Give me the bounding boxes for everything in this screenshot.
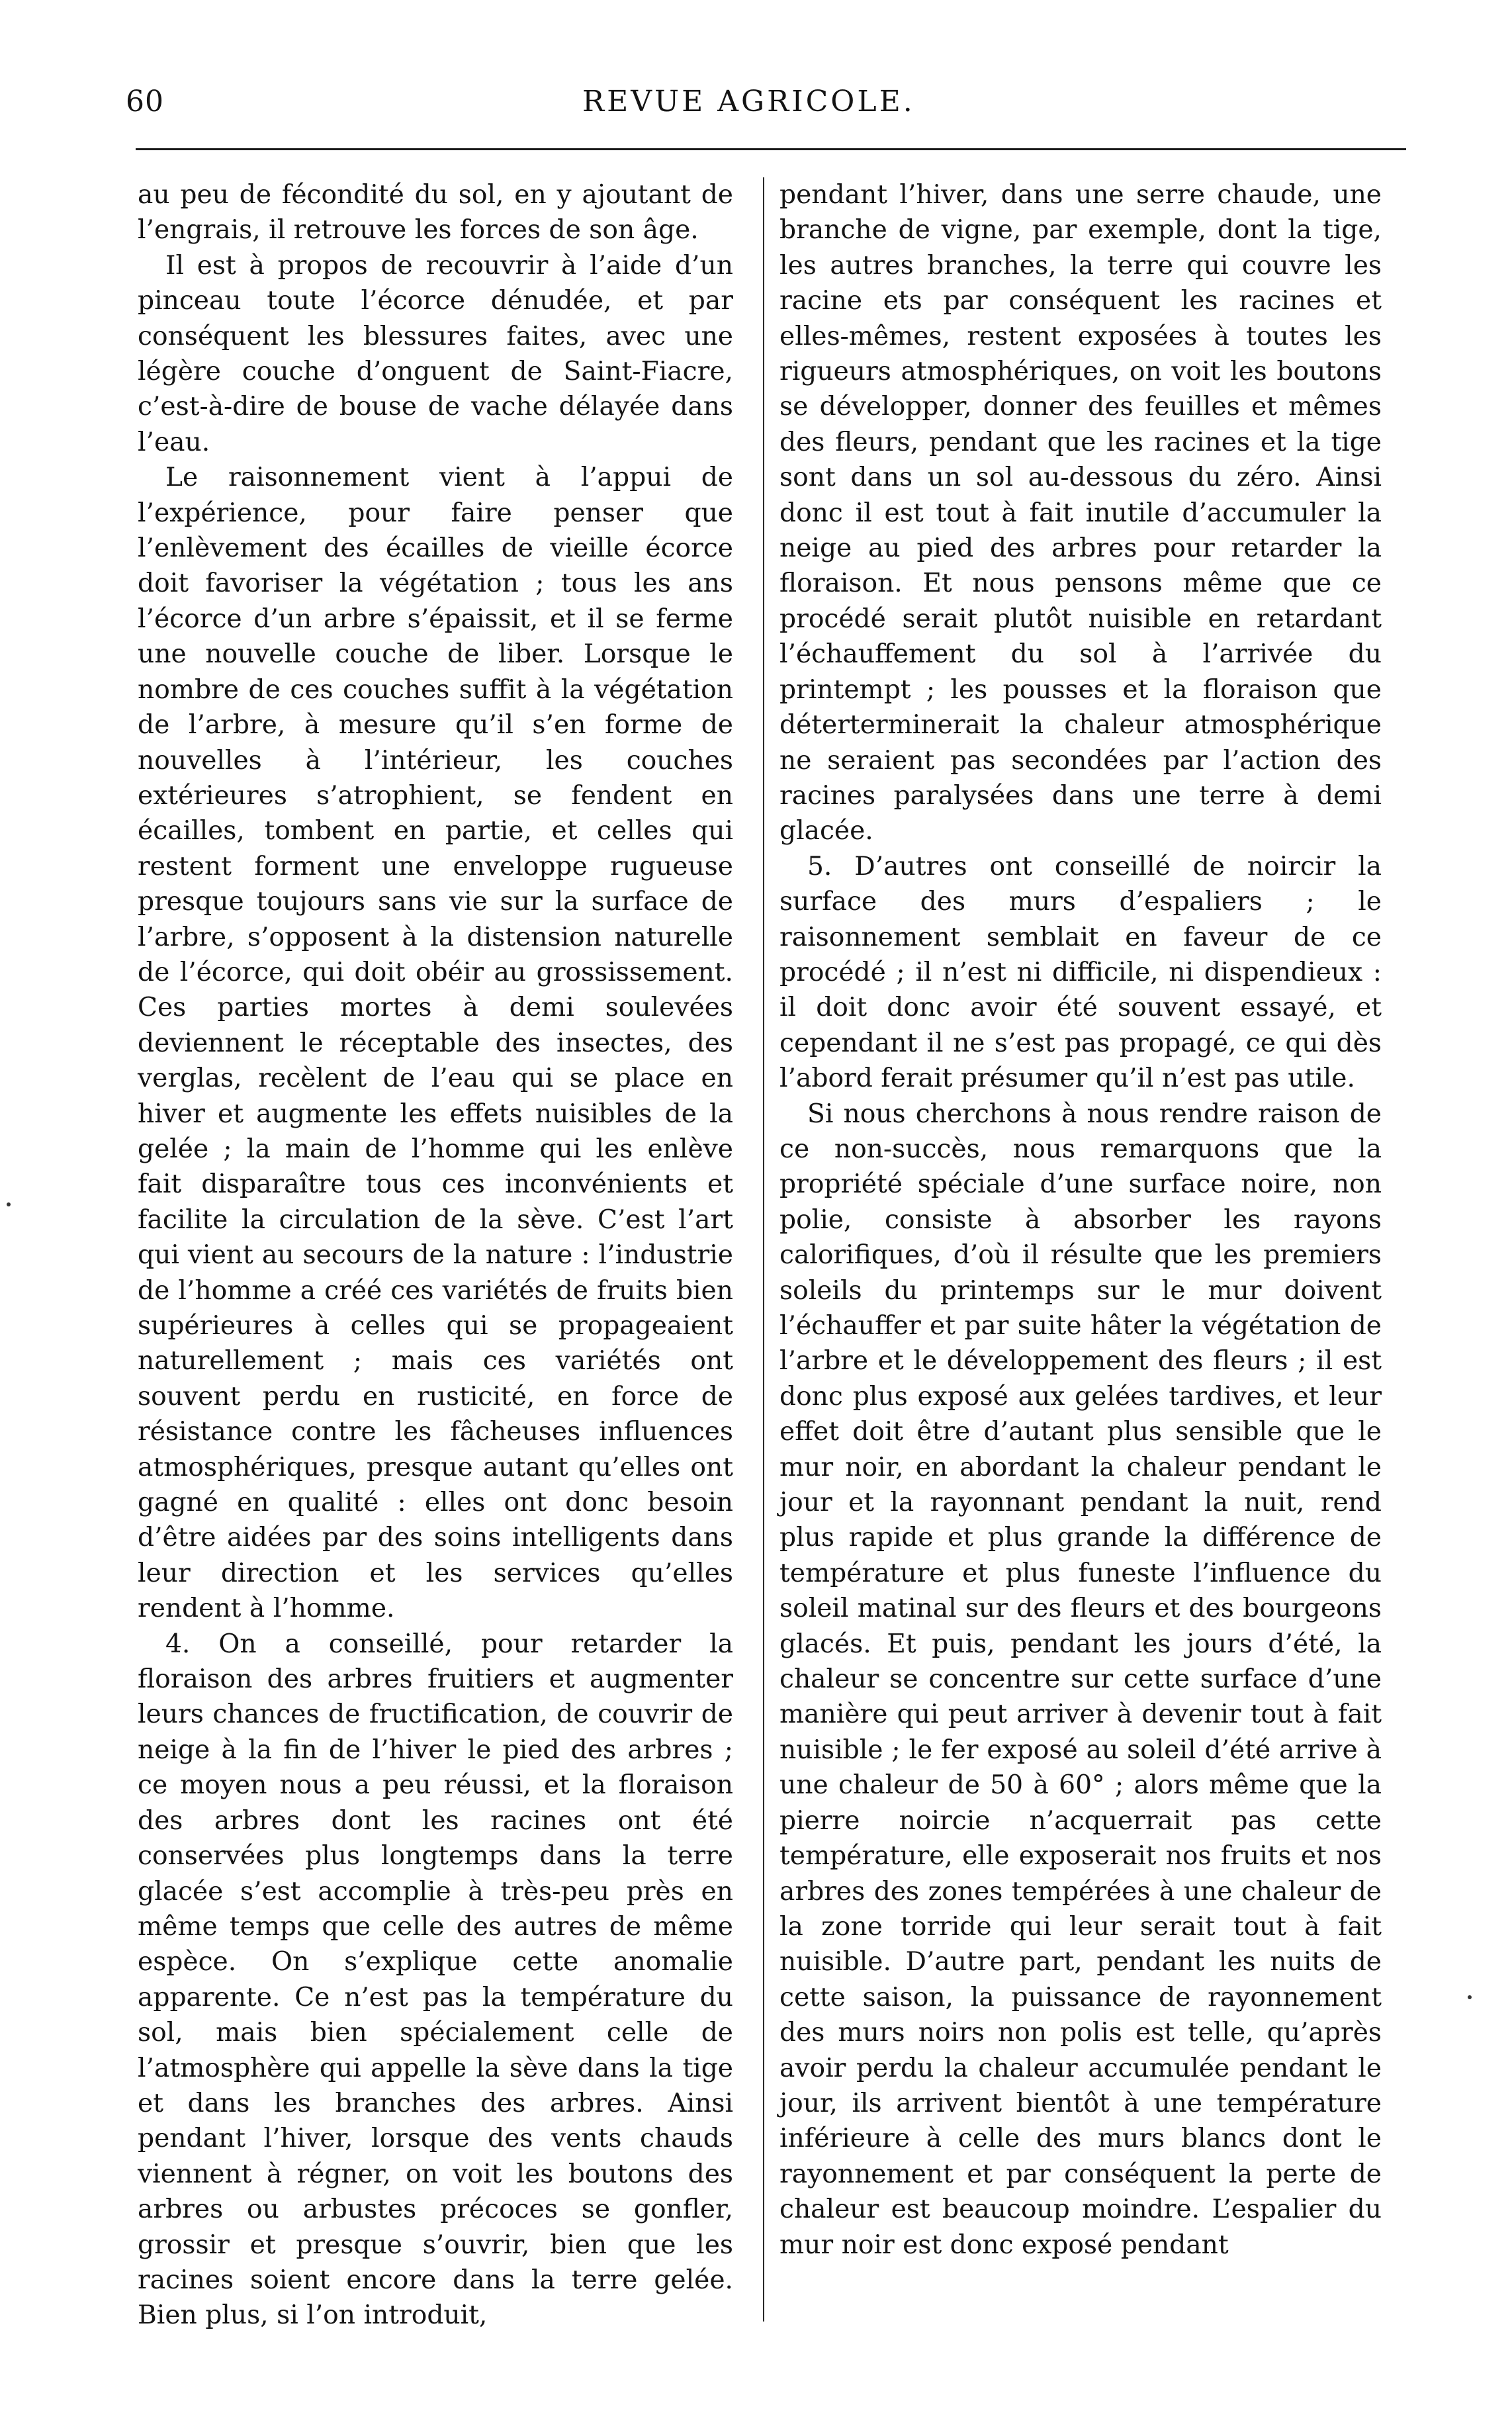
header-rule	[136, 148, 1406, 150]
scan-speck	[7, 1202, 11, 1206]
paragraph: 5. D’autres ont conseillé de noircir la surface des murs d’espaliers ; le raisonnement semblait en faveur de ce procédé ; il n’est ni difficile, ni dispendieux : il doit donc avoir été souvent essayé, et cependant il ne s’est pas propagé, ce qui dès l’abord ferait présumer qu’il n’est pas utile.	[779, 851, 1382, 1094]
paragraph: Le raisonnement vient à l’appui de l’expérience, pour faire penser que l’enlèvement des écailles de vieille écorce doit favoriser la végétation ; tous les ans l’écorce d’un arbre s’épaissit, et il se ferme une nouvelle couche de liber. Lorsque le nombre de ces couches suffit à la végétation de l’arbre, à mesure qu’il s’en forme de nouvelles à l’intérieur, les couches extérieures s’atrophient, se fendent en écailles, tombent en partie, et celles qui restent forment une enveloppe rugueuse presque toujours sans vie sur la surface de l’arbre, s’opposent à la distension naturelle de l’écorce, qui doit obéir au grossissement. Ces parties mortes à demi soulevées deviennent le réceptable des insectes, des verglas, recèlent de l’eau qui se place en hiver et augmente les effets nuisibles de la gelée ; la main de l’homme qui les enlève fait disparaître tous ces inconvénients et facilite la circulation de la sève. C’est l’art qui vient au secours de la nature : l’industrie de l’homme a créé ces variétés de fruits bien supérieures à celles qui se propageaient naturellement ; mais ces variétés ont souvent perdu en rusticité, en force de résistance contre les fâcheuses influences atmosphériques, presque autant qu’elles ont gagné en qualité : elles ont donc besoin d’être aidées par des soins intelligents dans leur direction et les services qu’elles rendent à l’homme.	[138, 463, 733, 1624]
paragraph: Si nous cherchons à nous rendre raison de ce non-succès, nous remarquons que la propriété spéciale d’une surface noire, non polie, consiste à absorber les rayons calorifiques, d’où il résulte que les premiers soleils du printemps sur le mur doivent l’échauffer et par suite hâter la végétation de l’arbre et le développement des fleurs ; il est donc plus exposé aux gelées tardives, et leur effet doit être d’autant plus sensible que le mur noir, en abordant la chaleur pendant le jour et la rayonnant pendant la nuit, rend plus rapide et plus grande la différence de température et plus funeste l’influence du soleil matinal sur des fleurs et des bourgeons glacés. Et puis, pendant les jours d’été, la chaleur se concentre sur cette surface d’une manière qui peut arriver à devenir tout à fait nuisible ; le fer exposé au soleil d’été arrive à une chaleur de 50 à 60° ; alors même que la pierre noircie n’acquerrait pas cette température, elle exposerait nos fruits et nos arbres des zones tempérées à une chaleur de la zone torride qui leur serait tout à fait nuisible. D’autre part, pendant les nuits de cette saison, la puissance de rayonnement des murs noirs non polis est telle, qu’après avoir perdu la chaleur accumulée pendant le jour, ils arrivent bientôt à une température inférieure à celle des murs blancs dont le rayonnement et par conséquent la perte de chaleur est beaucoup moindre. L’espalier du mur noir est donc exposé pendant	[779, 1099, 1382, 2260]
paragraph: au peu de fécondité du sol, en y ajoutant de l’engrais, il retrouve les forces de son âge.	[138, 180, 733, 246]
page-header	[126, 85, 1512, 131]
scan-speck	[1468, 1995, 1472, 1999]
running-title: REVUE AGRICOLE.	[582, 85, 915, 118]
paragraph: Il est à propos de recouvrir à l’aide d’un pinceau toute l’écorce dénudée, et par conséquent les blessures faites, avec une légère couche d’onguent de Saint-Fiacre, c’est-à-dire de bouse de vache délayée dans l’eau.	[138, 250, 733, 457]
right-column	[779, 177, 1382, 2263]
page-number: 60	[126, 85, 164, 118]
paragraph: pendant l’hiver, dans une serre chaude, une branche de vigne, par exemple, dont la tige, les autres branches, la terre qui couvre les racine ets par conséquent les racines et elles-mêmes, restent exposées à toutes les rigueurs atmosphériques, on voit les boutons se développer, donner des feuilles et mêmes des fleurs, pendant que les racines et la tige sont dans un sol au-dessous du zéro. Ainsi donc il est tout à fait inutile d’accumuler la neige au pied des arbres pour retarder la floraison. Et nous pensons même que ce procédé serait plutôt nuisible en retardant l’échauffement du sol à l’arrivée du printempt ; les pousses et la floraison que déterterminerait la chaleur atmosphérique ne seraient pas secondées par l’action des racines paralysées dans une terre à demi glacée.	[779, 180, 1382, 846]
paragraph: 4. On a conseillé, pour retarder la floraison des arbres fruitiers et augmenter leurs chances de fructification, de couvrir de neige à la fin de l’hiver le pied des arbres ; ce moyen nous a peu réussi, et la floraison des arbres dont les racines ont été conservées plus longtemps dans la terre glacée s’est accomplie à très-peu près en même temps que celle des autres de même espèce. On s’explique cette anomalie apparente. Ce n’est pas la température du sol, mais bien spécialement celle de l’atmosphère qui appelle la sève dans la tige et dans les branches des arbres. Ainsi pendant l’hiver, lorsque des vents chauds viennent à régner, on voit les boutons des arbres ou arbustes précoces se gonfler, grossir et presque s’ouvrir, bien que les racines soient encore dans la terre gelée. Bien plus, si l’on introduit,	[138, 1629, 733, 2331]
column-divider	[763, 177, 764, 2322]
left-column	[138, 177, 733, 2333]
